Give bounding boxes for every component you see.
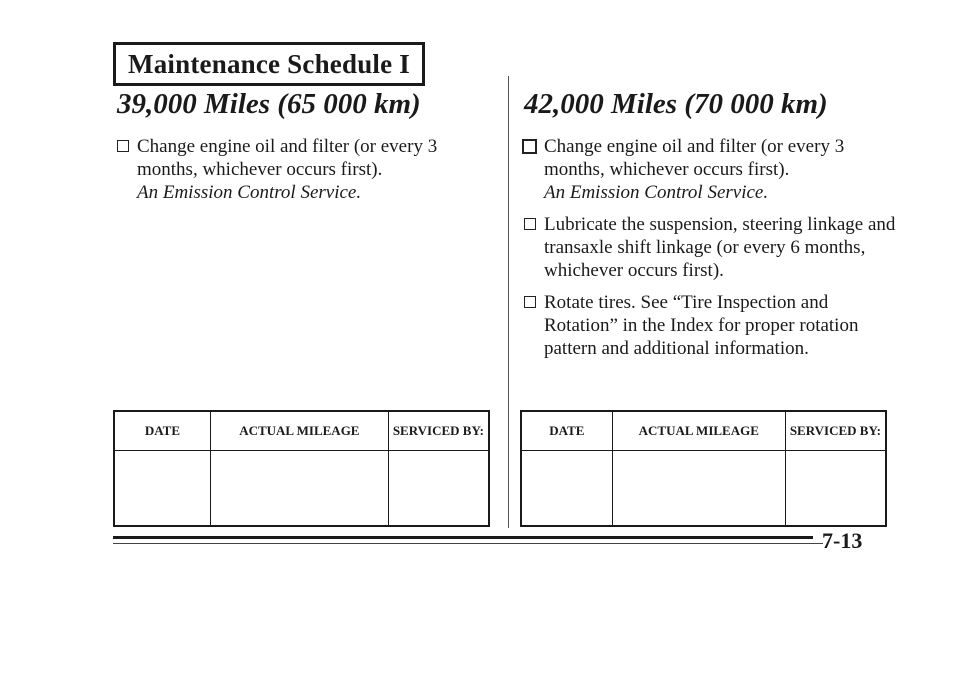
footer-rule-thick xyxy=(113,536,813,539)
left-mileage-heading: 39,000 Miles (65 000 km) xyxy=(117,88,421,120)
task-text: Lubricate the suspension, steering linkage and transaxle shift linkage (or every 6 months, whichever occurs first). xyxy=(544,214,896,281)
page-number: 7-13 xyxy=(822,528,863,553)
checkbox-icon[interactable] xyxy=(522,139,537,154)
table-row xyxy=(114,451,489,527)
footer-rule-thin xyxy=(113,543,823,544)
task-text: Rotate tires. See “Tire Inspection and Rotation” in the Index for proper rotation pattern and additional information. xyxy=(544,292,859,359)
right-mileage-heading: 42,000 Miles (70 000 km) xyxy=(524,88,828,120)
serviced-by-cell[interactable] xyxy=(388,451,489,527)
column-divider xyxy=(508,76,509,528)
checkbox-icon[interactable] xyxy=(117,140,129,152)
date-cell[interactable] xyxy=(114,451,210,527)
task-text: Change engine oil and filter (or every 3 months, whichever occurs first). xyxy=(137,136,438,180)
right-task-1 xyxy=(520,135,905,204)
date-cell[interactable] xyxy=(521,451,612,527)
left-column xyxy=(113,88,498,213)
section-title-box xyxy=(113,42,425,86)
right-task-3 xyxy=(520,291,905,360)
serviced-by-cell[interactable] xyxy=(785,451,886,527)
serviced-by-header: SERVICED BY: xyxy=(388,411,489,451)
task-text: Change engine oil and filter (or every 3 months, whichever occurs first). xyxy=(544,136,845,180)
mileage-cell[interactable] xyxy=(612,451,785,527)
date-header: DATE xyxy=(114,411,210,451)
right-task-2 xyxy=(520,213,905,282)
mileage-header: ACTUAL MILEAGE xyxy=(612,411,785,451)
right-column xyxy=(520,88,905,369)
task-note: An Emission Control Service. xyxy=(544,182,769,203)
left-task-1 xyxy=(113,135,498,204)
serviced-by-header: SERVICED BY: xyxy=(785,411,886,451)
checkbox-icon[interactable] xyxy=(524,296,536,308)
mileage-header: ACTUAL MILEAGE xyxy=(210,411,388,451)
mileage-cell[interactable] xyxy=(210,451,388,527)
date-header: DATE xyxy=(521,411,612,451)
table-row xyxy=(521,451,886,527)
table-header-row xyxy=(521,411,886,451)
right-service-log-table xyxy=(520,410,887,527)
task-note: An Emission Control Service. xyxy=(137,182,362,203)
left-service-log-table xyxy=(113,410,490,527)
table-header-row xyxy=(114,411,489,451)
section-title: Maintenance Schedule I xyxy=(128,48,410,79)
checkbox-icon[interactable] xyxy=(524,218,536,230)
